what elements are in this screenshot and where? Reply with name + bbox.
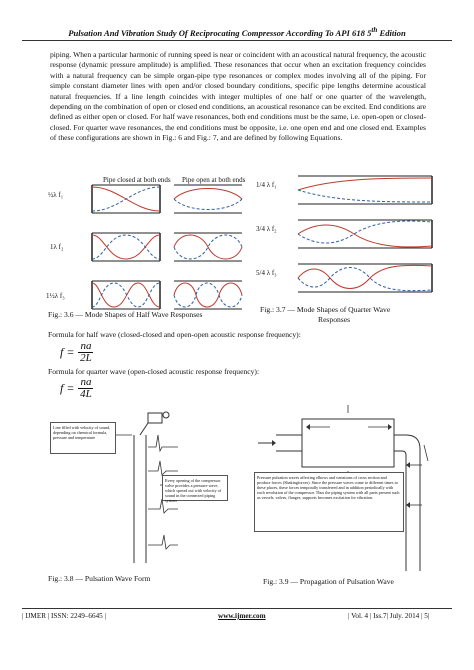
formula-half-lhs: f =	[60, 345, 75, 359]
formula-half-denominator: 2L	[80, 352, 92, 364]
formula-quarter	[60, 377, 93, 400]
fig37-caption-line1: Fig.: 3.7 — Mode Shapes of Quarter Wave	[260, 305, 391, 314]
fig36-row3-label: 1½λ f₃	[46, 292, 65, 300]
header-sup: th	[371, 26, 378, 34]
fig37-mode-shapes	[296, 172, 436, 300]
fig37-row2	[298, 220, 432, 248]
fig38-box-valve-wave: Every opening of the compressor valve provides a pressure wave, which spread out with velocity of sound in the connected piping system	[162, 475, 228, 501]
formula-quarter-numerator: na	[80, 376, 92, 388]
fig37-row3-label: 5/4 λ f₃	[256, 269, 277, 277]
fig36-row3-open	[174, 281, 242, 309]
fig39-caption: Fig.: 3.9 — Propagation of Pulsation Wave	[263, 577, 394, 586]
formula-half-intro: Formula for half wave (closed-closed and open-open acoustic response frequency):	[48, 330, 301, 339]
body-paragraph: piping. When a particular harmonic of running speed is near or coincident with an acoustical natural frequency, the acoustic response (dynamic pressure amplitude) is amplified. These resonances that occur when an excitation frequency coincides with a natural frequency can be simple organ-pipe type resonances or complex modes involving all of the piping. For simple constant diameter lines with open and/or closed boundary conditions, specific pipe lengths determine acoustical natural frequencies. If a line length coincides with integer multiples of one half or one quarter of the wavelength, depending on the combination of open or closed end conditions, an acoustical resonance can be excited. End conditions are defined as either open or closed. For half wave resonances, both end conditions must be the same, i.e. open-open or closed-closed. For quarter wave resonances, the end conditions must be opposite, i.e. one open end and one closed end. Examples of these configurations are shown in Fig.: 6 and Fig.: 7, and are defined by following Equations.	[50, 50, 426, 143]
fig36-row1-closed	[92, 185, 160, 213]
footer-website-link[interactable]: www.ijmer.com	[218, 612, 266, 620]
footer-journal: | IJMER | ISSN: 2249–6645 |	[22, 612, 106, 620]
fig37-row2-label: 3/4 λ f₂	[256, 225, 277, 233]
fig36-row3-closed	[92, 281, 160, 309]
footer-rule	[22, 608, 452, 609]
fig37-caption-line2: Responses	[318, 315, 351, 324]
fig37-row1-label: 1/4 λ f₁	[256, 181, 277, 189]
footer-issue-info: | Vol. 4 | Iss.7| July. 2014 | 5|	[348, 612, 430, 620]
fig36-mode-shapes	[88, 183, 248, 313]
header-title: Pulsation And Vibration Study Of Reciprocating Compressor According To API 618 5	[68, 27, 372, 38]
formula-half-numerator: na	[80, 340, 92, 352]
header-rule	[22, 40, 452, 41]
fig36-row1-open	[174, 185, 242, 213]
fig36-col2-label: Pipe open at both ends	[182, 176, 246, 184]
formula-quarter-denominator: 4L	[80, 388, 92, 400]
running-header	[0, 26, 474, 38]
formula-quarter-lhs: f =	[60, 381, 75, 395]
formula-quarter-intro: Formula for quarter wave (open-closed acoustic response frequency):	[48, 367, 260, 376]
fig36-col1-label: Pipe closed at both ends	[103, 176, 171, 184]
formula-quarter-fraction	[78, 377, 93, 400]
formula-half-fraction	[78, 341, 93, 364]
fig36-row2-open	[174, 233, 242, 261]
fig36-row2-closed	[92, 233, 160, 261]
fig36-row1-label: ½λ f₁	[48, 191, 64, 199]
fig38-box-line-fill: Line filled with velocity of sound, depending on chemical formula, pressure and temperature	[50, 422, 116, 454]
fig36-caption: Fig.: 3.6 — Mode Shapes of Half Wave Responses	[48, 310, 203, 319]
formula-half	[60, 341, 93, 364]
fig36-row2-label: 1λ f₂	[50, 243, 64, 251]
fig39-box-pulsation: Pressure pulsation waves affecting elbows and variations of cross section and produce forces (Shakingforces). Since the pressure waves come to different times to these places, these forces temporally transferred and in addition periodically with each revolution of the compressor. Thus the piping system with all parts present such as vessels, valves, flanges, supports becomes excitation for vibration.	[254, 472, 404, 532]
fig37-row1	[298, 176, 432, 204]
fig38-caption: Fig.: 3.8 — Pulsation Wave Form	[48, 574, 151, 583]
header-edition: Edition	[377, 27, 406, 38]
fig37-row3	[298, 264, 432, 292]
